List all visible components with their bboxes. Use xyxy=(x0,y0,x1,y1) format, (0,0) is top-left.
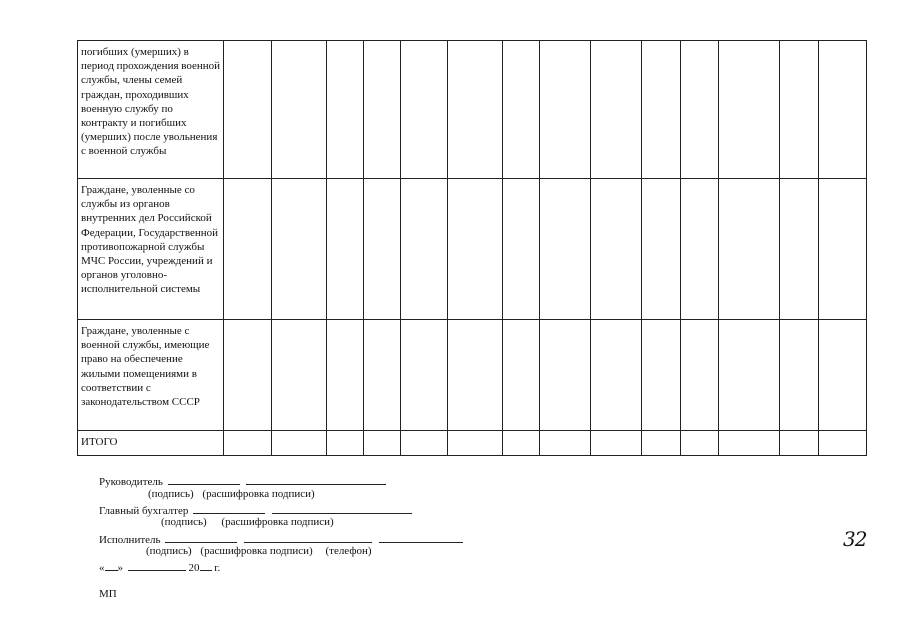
executor-label: Исполнитель xyxy=(99,534,161,546)
head-caption-signature: (подпись) xyxy=(148,488,194,500)
table-cell xyxy=(540,431,591,456)
table-cell xyxy=(224,41,272,179)
table-cell xyxy=(642,179,681,320)
table-cell xyxy=(272,41,327,179)
table-cell xyxy=(327,431,364,456)
head-signature-line xyxy=(99,474,386,488)
head-label: Руководитель xyxy=(99,476,163,488)
accountant-caption-signature: (подпись) xyxy=(161,516,207,528)
table-cell xyxy=(364,179,401,320)
table-cell xyxy=(540,320,591,431)
table-cell xyxy=(719,320,780,431)
table-cell xyxy=(401,179,448,320)
table-cell xyxy=(503,179,540,320)
table-cell xyxy=(719,179,780,320)
table-cell xyxy=(327,41,364,179)
table-cell xyxy=(681,320,719,431)
executor-signature-field xyxy=(165,532,237,543)
table-cell xyxy=(780,320,819,431)
table-cell xyxy=(503,320,540,431)
report-table xyxy=(77,40,867,456)
table-cell xyxy=(819,179,867,320)
date-day-field xyxy=(105,560,118,571)
accountant-signature-field xyxy=(193,503,265,514)
head-caption-decoding: (расшифровка подписи) xyxy=(202,488,315,500)
table-cell xyxy=(642,41,681,179)
table-row xyxy=(78,179,867,320)
executor-signature-line xyxy=(99,532,463,546)
accountant-signature-line xyxy=(99,503,412,517)
table-cell xyxy=(364,431,401,456)
table-cell xyxy=(819,431,867,456)
executor-captions xyxy=(146,545,372,557)
table-cell xyxy=(780,431,819,456)
table-row xyxy=(78,320,867,431)
table-cell xyxy=(272,179,327,320)
executor-caption-decoding: (расшифровка подписи) xyxy=(200,545,313,557)
accountant-caption-decoding: (расшифровка подписи) xyxy=(221,516,334,528)
table-cell xyxy=(503,41,540,179)
table-row-total xyxy=(78,431,867,456)
accountant-decoding-field xyxy=(272,503,412,514)
date-close-quote: » xyxy=(117,562,123,574)
table-cell xyxy=(540,179,591,320)
table-cell xyxy=(591,320,642,431)
table-cell xyxy=(591,431,642,456)
table-cell xyxy=(401,320,448,431)
accountant-captions xyxy=(161,516,334,528)
table-cell xyxy=(591,41,642,179)
total-label: ИТОГО xyxy=(78,431,224,456)
table-cell xyxy=(642,320,681,431)
table-cell xyxy=(364,320,401,431)
table-cell xyxy=(272,320,327,431)
stamp-place: МП xyxy=(99,588,117,600)
table-cell xyxy=(448,431,503,456)
table-cell xyxy=(327,320,364,431)
report-table-wrapper xyxy=(77,40,866,455)
head-signature-field xyxy=(168,474,240,485)
date-month-field xyxy=(128,560,186,571)
table-cell xyxy=(224,320,272,431)
table-cell xyxy=(503,431,540,456)
table-cell xyxy=(327,179,364,320)
date-line xyxy=(99,560,220,574)
table-cell xyxy=(780,179,819,320)
row-label: Граждане, уволенные со службы из органов внутренних дел Российской Федерации, Государственной противопожарной службы МЧС России, учреждений и органов уголовно-исполнительной системы xyxy=(78,179,224,320)
table-row xyxy=(78,41,867,179)
executor-decoding-field xyxy=(244,532,372,543)
executor-phone-field xyxy=(379,532,463,543)
table-cell xyxy=(591,179,642,320)
page-number: 32 xyxy=(843,527,867,551)
executor-caption-phone: (телефон) xyxy=(325,545,372,557)
table-cell xyxy=(681,41,719,179)
table-cell xyxy=(448,41,503,179)
table-cell xyxy=(401,41,448,179)
table-cell xyxy=(719,431,780,456)
date-year-suffix: г. xyxy=(214,562,221,574)
table-cell xyxy=(642,431,681,456)
executor-caption-signature: (подпись) xyxy=(146,545,192,557)
table-cell xyxy=(224,179,272,320)
table-cell xyxy=(780,41,819,179)
table-cell xyxy=(448,320,503,431)
head-decoding-field xyxy=(246,474,386,485)
date-year-prefix: 20 xyxy=(188,562,200,574)
table-cell xyxy=(819,41,867,179)
table-cell xyxy=(224,431,272,456)
table-cell xyxy=(681,431,719,456)
row-label: погибших (умерших) в период прохождения военной службы, члены семей граждан, проходивших военную службу по контракту и погибших (умерших) после увольнения с военной службы xyxy=(78,41,224,179)
table-cell xyxy=(401,431,448,456)
table-cell xyxy=(448,179,503,320)
row-label: Граждане, уволенные с военной службы, имеющие право на обеспечение жилыми помещениями в соответствии с законодательством СССР xyxy=(78,320,224,431)
date-open-quote: « xyxy=(99,562,105,574)
table-cell xyxy=(819,320,867,431)
table-cell xyxy=(364,41,401,179)
table-cell xyxy=(540,41,591,179)
table-cell xyxy=(719,41,780,179)
table-cell xyxy=(272,431,327,456)
table-cell xyxy=(681,179,719,320)
accountant-label: Главный бухгалтер xyxy=(99,505,189,517)
date-year-field xyxy=(200,560,212,571)
head-captions xyxy=(148,488,315,500)
